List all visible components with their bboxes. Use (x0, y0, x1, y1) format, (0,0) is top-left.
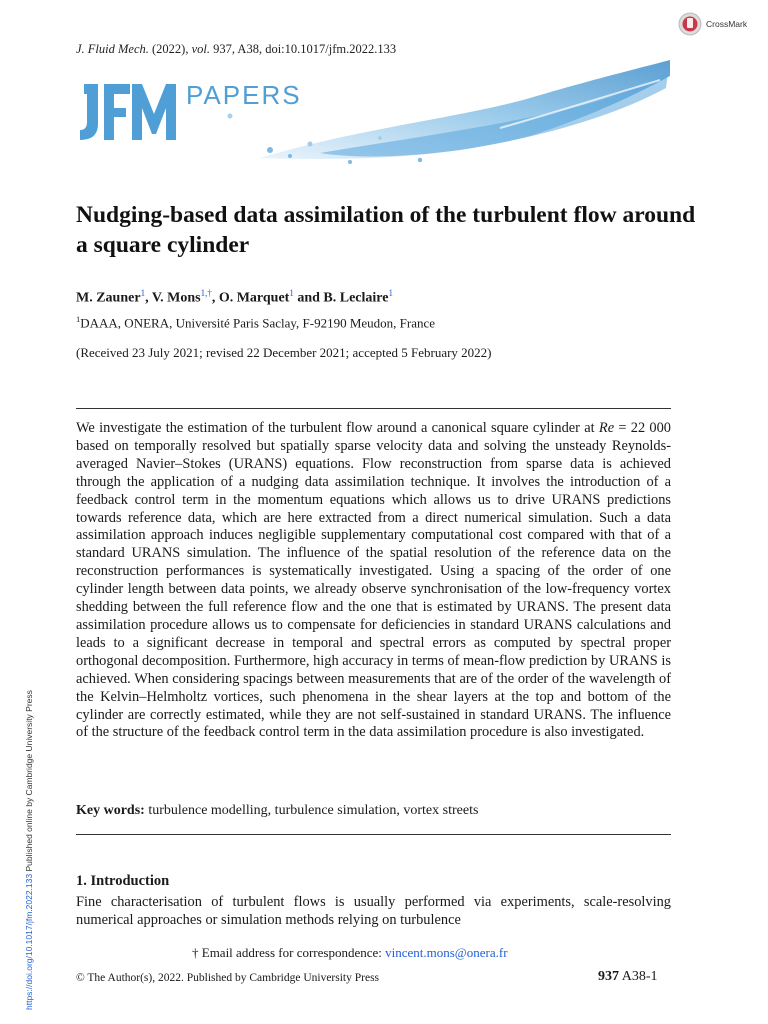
jfm-logo-mark (74, 80, 184, 144)
affiliation-text: DAAA, ONERA, Université Paris Saclay, F-92190 Meudon, France (80, 315, 436, 331)
affiliation (76, 314, 435, 331)
papers-section-label: PAPERS (186, 80, 302, 110)
crossmark-label: CrossMark (706, 19, 748, 29)
author-name: V. Mons (151, 290, 201, 306)
published-online-sidebar (24, 690, 34, 1010)
doi-link[interactable]: https://doi.org/10.1017/jfm.2022.133 (24, 873, 34, 1010)
author-affiliation-ref[interactable]: 1 (388, 288, 393, 298)
crossmark-icon (678, 12, 702, 36)
journal-citation (76, 42, 396, 57)
author-affiliation-ref[interactable]: 1 (140, 288, 146, 298)
author-affiliation-ref[interactable]: 1,† (200, 288, 212, 298)
article-title: Nudging-based data assimilation of the turbulent flow around a square cylinder (76, 202, 696, 258)
author-separator: , (145, 290, 152, 306)
author-separator: , (211, 290, 219, 306)
keywords-list: turbulence modelling, turbulence simulation, vortex streets (144, 803, 479, 818)
correspondence-footnote (192, 945, 508, 961)
section-heading: 1. Introduction (76, 873, 170, 889)
author-name: M. Zauner (76, 290, 141, 306)
affiliation-number: 1 (76, 314, 81, 324)
copyright-notice: © The Author(s), 2022. Published by Cambridge University Press (76, 972, 380, 984)
water-splash-graphic (200, 58, 700, 168)
abstract-lead: We investigate the estimation of the turbulent flow around a canonical square cylinder at (76, 420, 595, 436)
abstract-bottom-rule (76, 834, 671, 835)
journal-vol-details: 937, A38, doi:10.1017/jfm.2022.133 (213, 42, 397, 56)
introduction-text: Fine characterisation of turbulent flows is usually performed via experiments, scale-resolving numerical approaches or simulation methods relying on turbulence (76, 894, 671, 928)
author-name: B. Leclaire (323, 290, 389, 306)
crossmark-badge[interactable] (678, 12, 747, 36)
abstract (76, 420, 671, 742)
journal-vol-label: vol. (191, 42, 210, 56)
keywords-label: Key words: (76, 803, 145, 818)
jfm-logo (74, 80, 184, 149)
page-volume: 937 (598, 969, 619, 984)
journal-year: (2022), (152, 42, 189, 56)
page-number (598, 969, 658, 985)
page-article: A38-1 (619, 969, 658, 984)
correspondence-email-link[interactable]: vincent.mons@onera.fr (385, 945, 508, 960)
reynolds-value: = 22 000 (614, 420, 672, 436)
author-separator: and (293, 290, 324, 306)
footnote-prefix: † Email address for correspondence: (192, 945, 386, 960)
author-list (76, 288, 393, 307)
author-affiliation-ref[interactable]: 1 (289, 288, 294, 298)
keywords (76, 803, 478, 819)
author-name: O. Marquet (218, 290, 290, 306)
reynolds-symbol: Re (598, 420, 615, 436)
abstract-top-rule (76, 408, 671, 409)
received-dates: (Received 23 July 2021; revised 22 December 2021; accepted 5 February 2022) (76, 345, 492, 360)
abstract-body: based on temporally resolved but spatially sparse velocity data and solving the unsteady Reynolds-averaged Navier–Stokes (URANS) equations. Flow reconstruction from sparse data is achieved through the application of a nudging data assimilation technique. It involves the introduction of a feedback control term in the momentum equations which allows us to drive URANS predictions towards reference data, which are here extracted from a direct numerical simulation. Such a data assimilation approach induces negligible supplementary computational cost compared with that of a standard URANS simulation. The influence of the spatial resolution of the reference data on the reconstruction performances is systematically investigated. Using a spacing of the order of one cylinder length between data points, we already observe synchronisation of the low-frequency vortex shedding between the full reference flow and the one that is estimated by URANS. The present data assimilation procedure allows us to compensate for deficiencies in standard URANS calculations and leads to a significant decrease in temporal and spectral errors as computed by spectral proper orthogonal decomposition. Furthermore, high accuracy in terms of mean-flow prediction by URANS is achieved. When considering spacings between measurements that are of the order of the wavelength of the Kelvin–Helmholtz vortices, such phenomena in the shear layers at the top and bottom of the cylinder are correctly estimated, while they are not self-sustained in standard URANS. The influence of the structure of the feedback control term in the data assimilation procedure is also investigated. (76, 437, 671, 741)
journal-name: J. Fluid Mech. (76, 42, 149, 56)
published-online-text: Published online by Cambridge University Press (24, 690, 34, 874)
